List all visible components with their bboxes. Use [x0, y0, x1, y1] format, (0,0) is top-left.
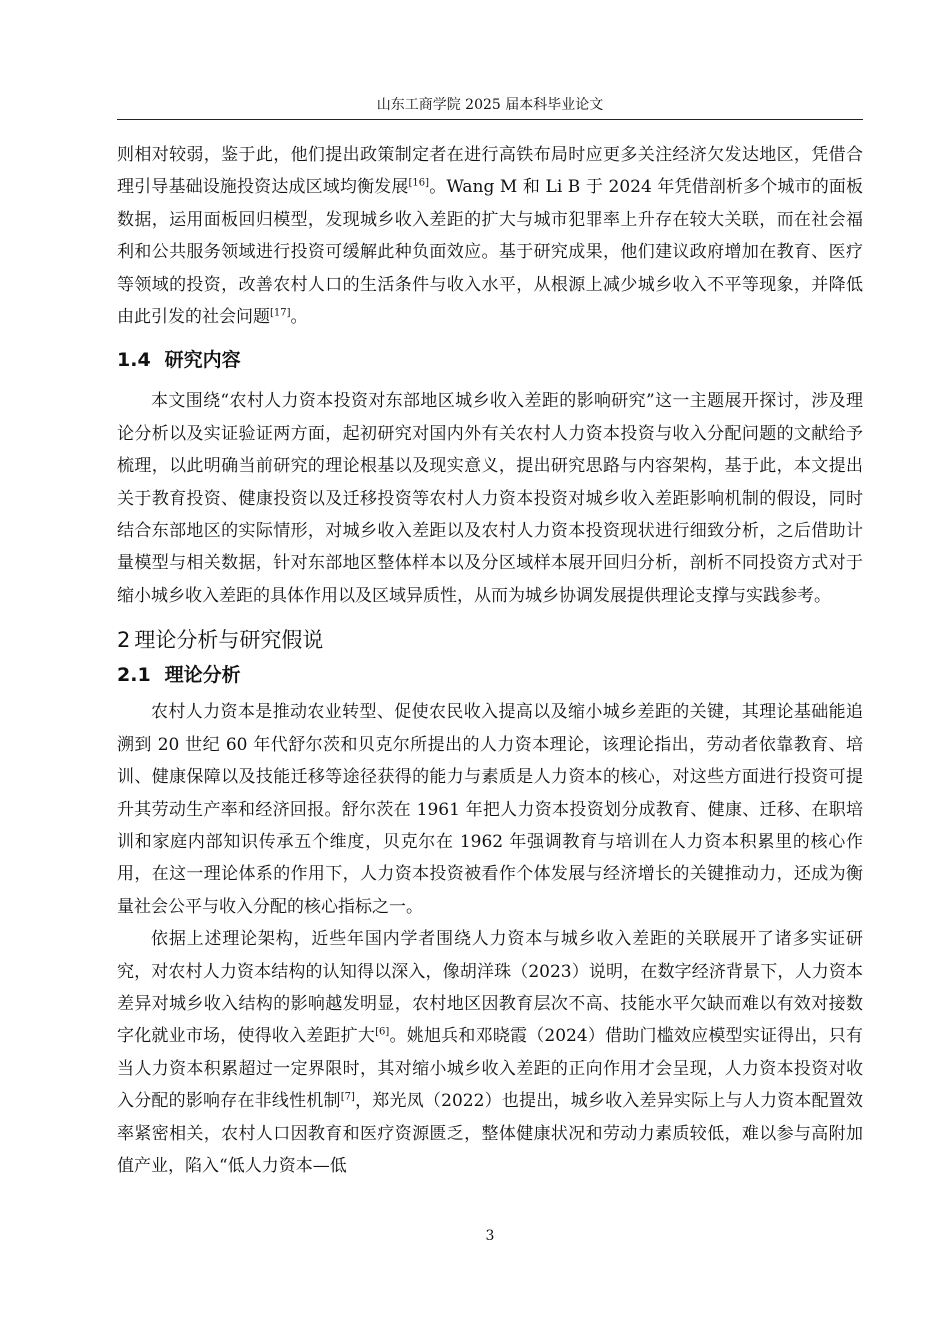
page-number: 3 — [485, 1228, 495, 1244]
chapter-number: 2 — [117, 628, 131, 653]
chapter-title: 理论分析与研究假说 — [134, 628, 324, 653]
citation-6: [6] — [375, 1026, 390, 1038]
paragraph-research-content: 本文围绕“农村人力资本投资对东部地区城乡收入差距的影响研究”这一主题展开探讨，涉及理论分析以及实证验证两方面，起初研究对国内外有关农村人力资本投资与收入分配问题的文献给予梳理，以此明确当前研究的理论根基以及现实意义，提出研究思路与内容架构，基于此，本文提出关于教育投资、健康投资以及迁移投资等农村人力资本投资对城乡收入差距影响机制的假设，同时结合东部地区的实际情形，对城乡收入差距以及农村人力资本投资现状进行细致分析，之后借助计量模型与相关数据，针对东部地区整体样本以及分区域样本展开回归分析，剖析不同投资方式对于缩小城乡收入差距的具体作用以及区域异质性，从而为城乡协调发展提供理论支撑与实践参考。 — [117, 391, 863, 606]
chapter-heading-2 — [117, 626, 863, 654]
section-title: 研究内容 — [164, 349, 241, 372]
paragraph-text: 。 — [290, 307, 308, 328]
header-rule — [117, 119, 863, 120]
paragraph-text: 。Wang M 和 Li B 于 2024 年凭借剖析多个城市的面板数据，运用面板回归模型，发现城乡收入差距的扩大与城市犯罪率上升存在较大关联，而在社会福利和公共服务领域进行投资可缓解此种负面效应。基于研究成果，他们建议政府增加在教育、医疗等领域的投资，改善农村人口的生活条件与收入水平，从根源上减少城乡收入不平等现象，并降低由此引发的社会问题 — [117, 177, 864, 328]
section-heading-1-4 — [117, 347, 863, 373]
paragraph-text: 依据上述理论架构，近些年国内学者围绕人力资本与城乡收入差距的关联展开了诸多实证研究，对农村人力资本结构的认知得以深入，像胡洋珠（2023）说明，在数字经济背景下，人力资本差异对城乡收入结构的影响越发明显，农村地区因教育层次不高、技能水平欠缺而难以有效对接数字化就业市场，使得收入差距扩大 — [117, 929, 863, 1047]
paragraph-text: 。姚旭兵和邓晓霞（2024）借助门槛效应模型实证得出，只有当人力资本积累超过一定界限时，其对缩小城乡收入差距的正向作用才会呈现，人力资本投资对收入分配的影响存在非线性机制 — [117, 1026, 864, 1112]
citation-7: [7] — [340, 1091, 355, 1103]
paragraph-empirical — [117, 923, 863, 1182]
section-heading-2-1 — [117, 662, 863, 688]
paragraph-text: ，郑光凤（2022）也提出，城乡收入差异实际上与人力资本配置效率紧密相关，农村人口因教育和医疗资源匮乏，整体健康状况和劳动力素质较低，难以参与高附加值产业，陷入“低人力资本—低 — [117, 1091, 864, 1176]
running-header: 山东工商学院 2025 届本科毕业论文 — [376, 97, 604, 113]
citation-16: [16] — [408, 177, 430, 189]
paragraph-theory: 农村人力资本是推动农业转型、促使农民收入提高以及缩小城乡差距的关键，其理论基础能追溯到 20 世纪 60 年代舒尔茨和贝克尔所提出的人力资本理论，该理论指出，劳动者依靠教育、培训、健康保障以及技能迁移等途径获得的能力与素质是人力资本的核心，对这些方面进行投资可提升其劳动生产率和经济回报。舒尔茨在 1961 年把人力资本投资划分成教育、健康、迁移、在职培训和家庭内部知识传承五个维度，贝克尔在 1962 年强调教育与培训在人力资本积累里的核心作用，在这一理论体系的作用下，人力资本投资被看作个体发展与经济增长的关键推动力，还成为衡量社会公平与收入分配的核心指标之一。 — [117, 702, 863, 917]
paragraph-continued — [117, 139, 863, 333]
section-title: 理论分析 — [164, 664, 241, 687]
section-number: 1.4 — [117, 349, 151, 372]
page-body — [117, 139, 863, 1182]
section-number: 2.1 — [117, 664, 151, 687]
paragraph-text: 则相对较弱，鉴于此，他们提出政策制定者在进行高铁布局时应更多关注经济欠发达地区，凭借合理引导基础设施投资达成区域均衡发展 — [117, 145, 863, 198]
citation-17: [17] — [270, 307, 291, 319]
